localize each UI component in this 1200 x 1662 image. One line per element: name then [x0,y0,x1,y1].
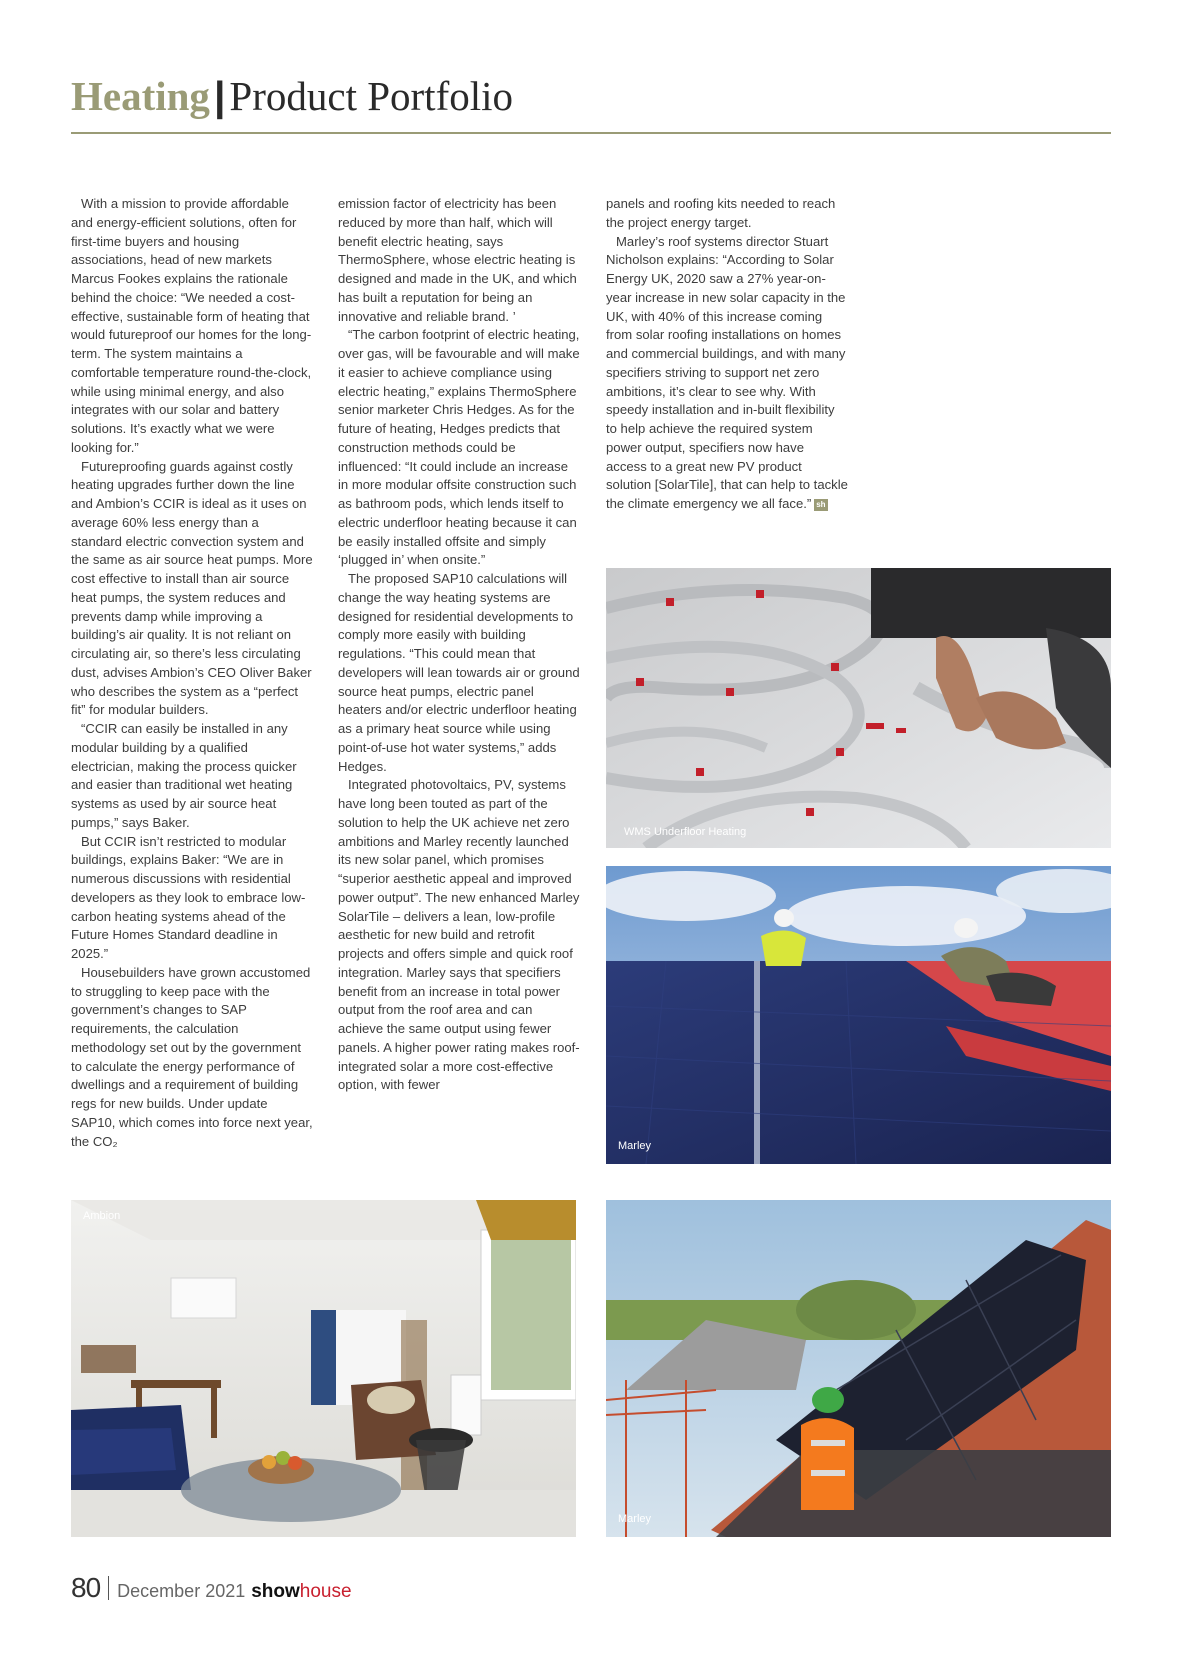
page-title [71,72,513,120]
page-number: 80 [71,1572,101,1603]
header-rule [71,132,1111,134]
article-column-2 [338,195,580,1095]
underfloor-heating-photo [606,568,1111,848]
footer-divider [108,1576,109,1600]
paragraph: Integrated photovoltaics, PV, systems have long been touted as part of the solution to help the UK achieve net zero ambitions and Marley recently launched its new solar panel, which promises “superior aesthetic appeal and improved power output”. The new enhanced Marley SolarTile – delivers a lean, low-profile aesthetic for new build and retrofit projects and offers simple and quick roof integration. Marley says that specifiers benefit from an increase in total power output from the roof area and can achieve the same output using fewer panels. A higher power rating makes roof-integrated solar a more cost-effective option, with fewer [338,777,580,1093]
photo-caption: Ambion [83,1210,121,1222]
paragraph: With a mission to provide affordable and energy-efficient solutions, often for first-time buyers and housing associations, head of new markets Marcus Fookes explains the rationale behind the choice: “We needed a cost-effective, sustainable form of heating that would futureproof our homes for the long-term. The system maintains a comfortable temperature round-the-clock, while using minimal energy, and also integrates with our solar and battery solutions. It’s exactly what we were looking for.” [71,196,312,455]
section-label: Heating [71,73,210,119]
interior-photo [71,1200,576,1537]
title-text: Product Portfolio [229,73,513,119]
page-footer [71,1572,352,1604]
photo-caption: Marley [618,1140,652,1152]
article-column-1 [71,195,313,1151]
brand-logo-house: house [299,1581,352,1602]
paragraph [606,233,848,514]
solar-installers-photo [606,866,1111,1164]
paragraph-text: Marley’s roof systems director Stuart Nicholson explains: “According to Solar Energy UK, 2020 saw a 27% year-on-year increase in new solar capacity in the UK, with 40% of this increase coming from solar roofing installations on homes and commercial buildings, and with many specifiers striving to support net zero ambitions, it’s clear to see why. With speedy installation and in-built flexibility to help achieve the required system power output, specifiers now have access to a great new PV product solution [SolarTile], that can help to tackle the climate emergency we all face.” [606,233,848,511]
paragraph: “CCIR can easily be installed in any modular building by a qualified electrician, making the process quicker and easier than traditional wet heating systems as used by air source heat pumps,” says Baker. [71,721,297,830]
brand-logo-show: show [251,1581,300,1602]
photo-caption: Marley [618,1513,652,1525]
paragraph: panels and roofing kits needed to reach the project energy target. [606,196,836,230]
paragraph: emission factor of electricity has been reduced by more than half, which will benefit electric heating, says ThermoSphere, whose electric heating is designed and made in the UK, and which has built a reputation for being an innovative and reliable brand. ’ [338,196,577,324]
paragraph: “The carbon footprint of electric heating, over gas, will be favourable and will make it easier to achieve compliance using electric heating,” explains ThermoSphere senior marketer Chris Hedges. As for the future of heating, Hedges predicts that construction methods could be influenced: “It could include an increase in more modular offsite construction such as bathroom pods, which lends itself to electric underfloor heating because it can be easily installed offsite and simply ‘plugged in’ when onsite.” [338,327,580,568]
issue-date: December 2021 [117,1581,246,1601]
title-separator: | [213,73,226,119]
paragraph: But CCIR isn’t restricted to modular buildings, explains Baker: “We are in numerous discussions with residential developers as they look to embrace low-carbon heating systems ahead of the Future Homes Standard deadline in 2025.” [71,833,306,961]
photo-caption: WMS Underfloor Heating [624,826,747,838]
paragraph: Futureproofing guards against costly heating upgrades further down the line and Ambion’s CCIR is ideal as it uses on average 60% less energy than a standard electric convection system and the same as air source heat pumps. More cost effective to install than air source heat pumps, the system reduces and prevents damp while improving a building’s air quality. It is not reliant on circulating air, so there’s less circulating dust, advises Ambion’s CEO Oliver Baker who describes the system as a “perfect fit” for modular builders. [71,458,313,718]
end-mark-icon: sh [816,500,826,509]
paragraph: Housebuilders have grown accustomed to struggling to keep pace with the government’s changes to SAP requirements, the calculation methodology set out by the government to calculate the energy performance of dwellings and a requirement of building regs for new builds. Under update SAP10, which comes into force next year, the CO₂ [71,964,313,1149]
article-column-3 [606,195,848,514]
paragraph: The proposed SAP10 calculations will change the way heating systems are designed for residential developments to comply more easily with building regulations. “This could mean that developers will lean towards air or ground source heat pumps, electric panel heaters and/or electric underfloor heating as a primary heat source while using point-of-use hot water systems,” adds Hedges. [338,571,580,774]
solar-roof-photo [606,1200,1111,1537]
